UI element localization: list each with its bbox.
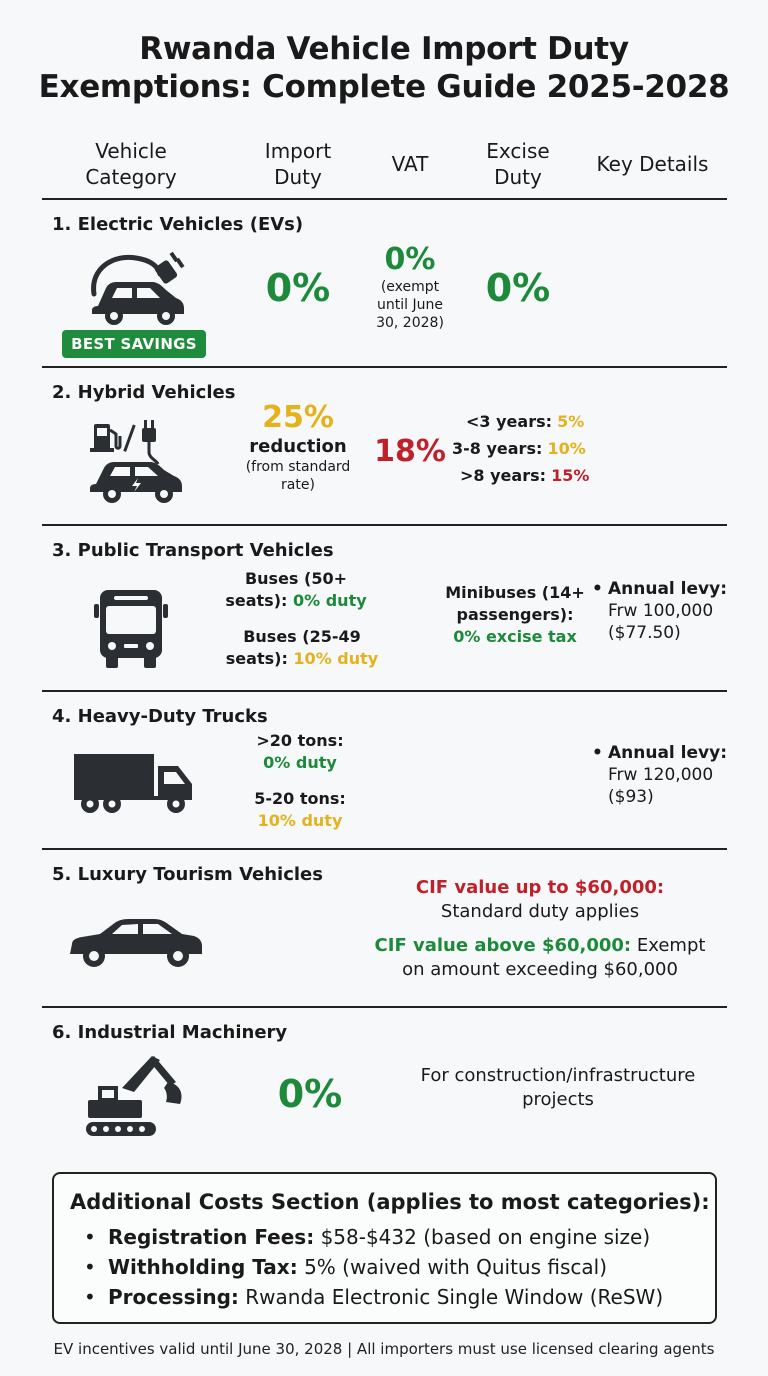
hybrid-section-title: 2. Hybrid Vehicles	[52, 382, 236, 403]
hybrid-vat: 18%	[374, 434, 446, 469]
ev-car-plug-icon	[80, 248, 192, 328]
sedan-car-icon	[66, 914, 206, 972]
public-transport-section-title: 3. Public Transport Vehicles	[52, 540, 334, 561]
header-vehicle-category: Vehicle Category	[85, 139, 177, 189]
excavator-icon	[82, 1050, 186, 1140]
divider	[42, 198, 727, 200]
header-excise-duty: Excise Duty	[486, 139, 550, 189]
luxury-section-title: 5. Luxury Tourism Vehicles	[52, 864, 323, 885]
truck-5-20-tons: 5-20 tons: 10% duty	[254, 789, 346, 830]
ev-import-duty: 0%	[265, 266, 331, 310]
ev-vat: 0% (exempt until June 30, 2028)	[376, 242, 444, 331]
truck-over-20-tons: >20 tons: 0% duty	[256, 731, 344, 772]
machinery-detail: For construction/infrastructure projects	[420, 1065, 696, 1110]
trucks-section-title: 4. Heavy-Duty Trucks	[52, 706, 268, 727]
header-key-details: Key Details	[596, 152, 709, 176]
minibus-excise: Minibuses (14+ passengers): 0% excise tax	[445, 583, 585, 646]
hybrid-car-fuel-plug-icon	[84, 418, 188, 504]
divider	[42, 1006, 727, 1008]
bus-50-plus: Buses (50+ seats): 0% duty	[225, 569, 367, 610]
machinery-section-title: 6. Industrial Machinery	[52, 1022, 288, 1043]
luxury-above-60000: CIF value above $60,000: Exempt on amount exceeding $60,000	[374, 935, 706, 980]
best-savings-badge: BEST SAVINGS	[62, 330, 206, 358]
bus-icon	[94, 586, 168, 672]
footer-note: EV incentives valid until June 30, 2028 | All importers must use licensed clearing agents	[53, 1340, 715, 1358]
machinery-import-duty: 0%	[277, 1072, 343, 1116]
header-vat: VAT	[391, 152, 429, 176]
bus-25-49: Buses (25-49 seats): 10% duty	[225, 627, 379, 668]
truck-icon	[74, 752, 196, 814]
divider	[42, 690, 727, 692]
hybrid-excise-duty: <3 years: 5% 3-8 years: 10% >8 years: 15%	[452, 412, 590, 485]
luxury-up-to-60000: CIF value up to $60,000: Standard duty applies	[415, 877, 665, 922]
additional-costs-box: Additional Costs Section (applies to most categories): • Registration Fees: $58-$432 (based on engine size) • Withholding Tax: 5% (waived with Quitus fiscal) • Processing: Rwanda Electronic Single Window (ReSW)	[52, 1172, 717, 1324]
hybrid-import-duty: 25% reduction (from standard rate)	[245, 400, 351, 493]
ev-section-title: 1. Electric Vehicles (EVs)	[52, 214, 304, 235]
public-annual-levy: • Annual levy: Frw 100,000 ($77.50)	[592, 579, 727, 643]
divider	[42, 366, 727, 368]
divider	[42, 848, 727, 850]
additional-costs-title: Additional Costs Section (applies to most categories):	[70, 1190, 710, 1214]
header-import-duty: Import Duty	[264, 139, 332, 189]
divider	[42, 524, 727, 526]
truck-annual-levy: • Annual levy: Frw 120,000 ($93)	[592, 743, 727, 807]
page-title: Rwanda Vehicle Import Duty Exemptions: Complete Guide 2025-2028	[38, 31, 730, 105]
ev-excise-duty: 0%	[485, 266, 551, 310]
